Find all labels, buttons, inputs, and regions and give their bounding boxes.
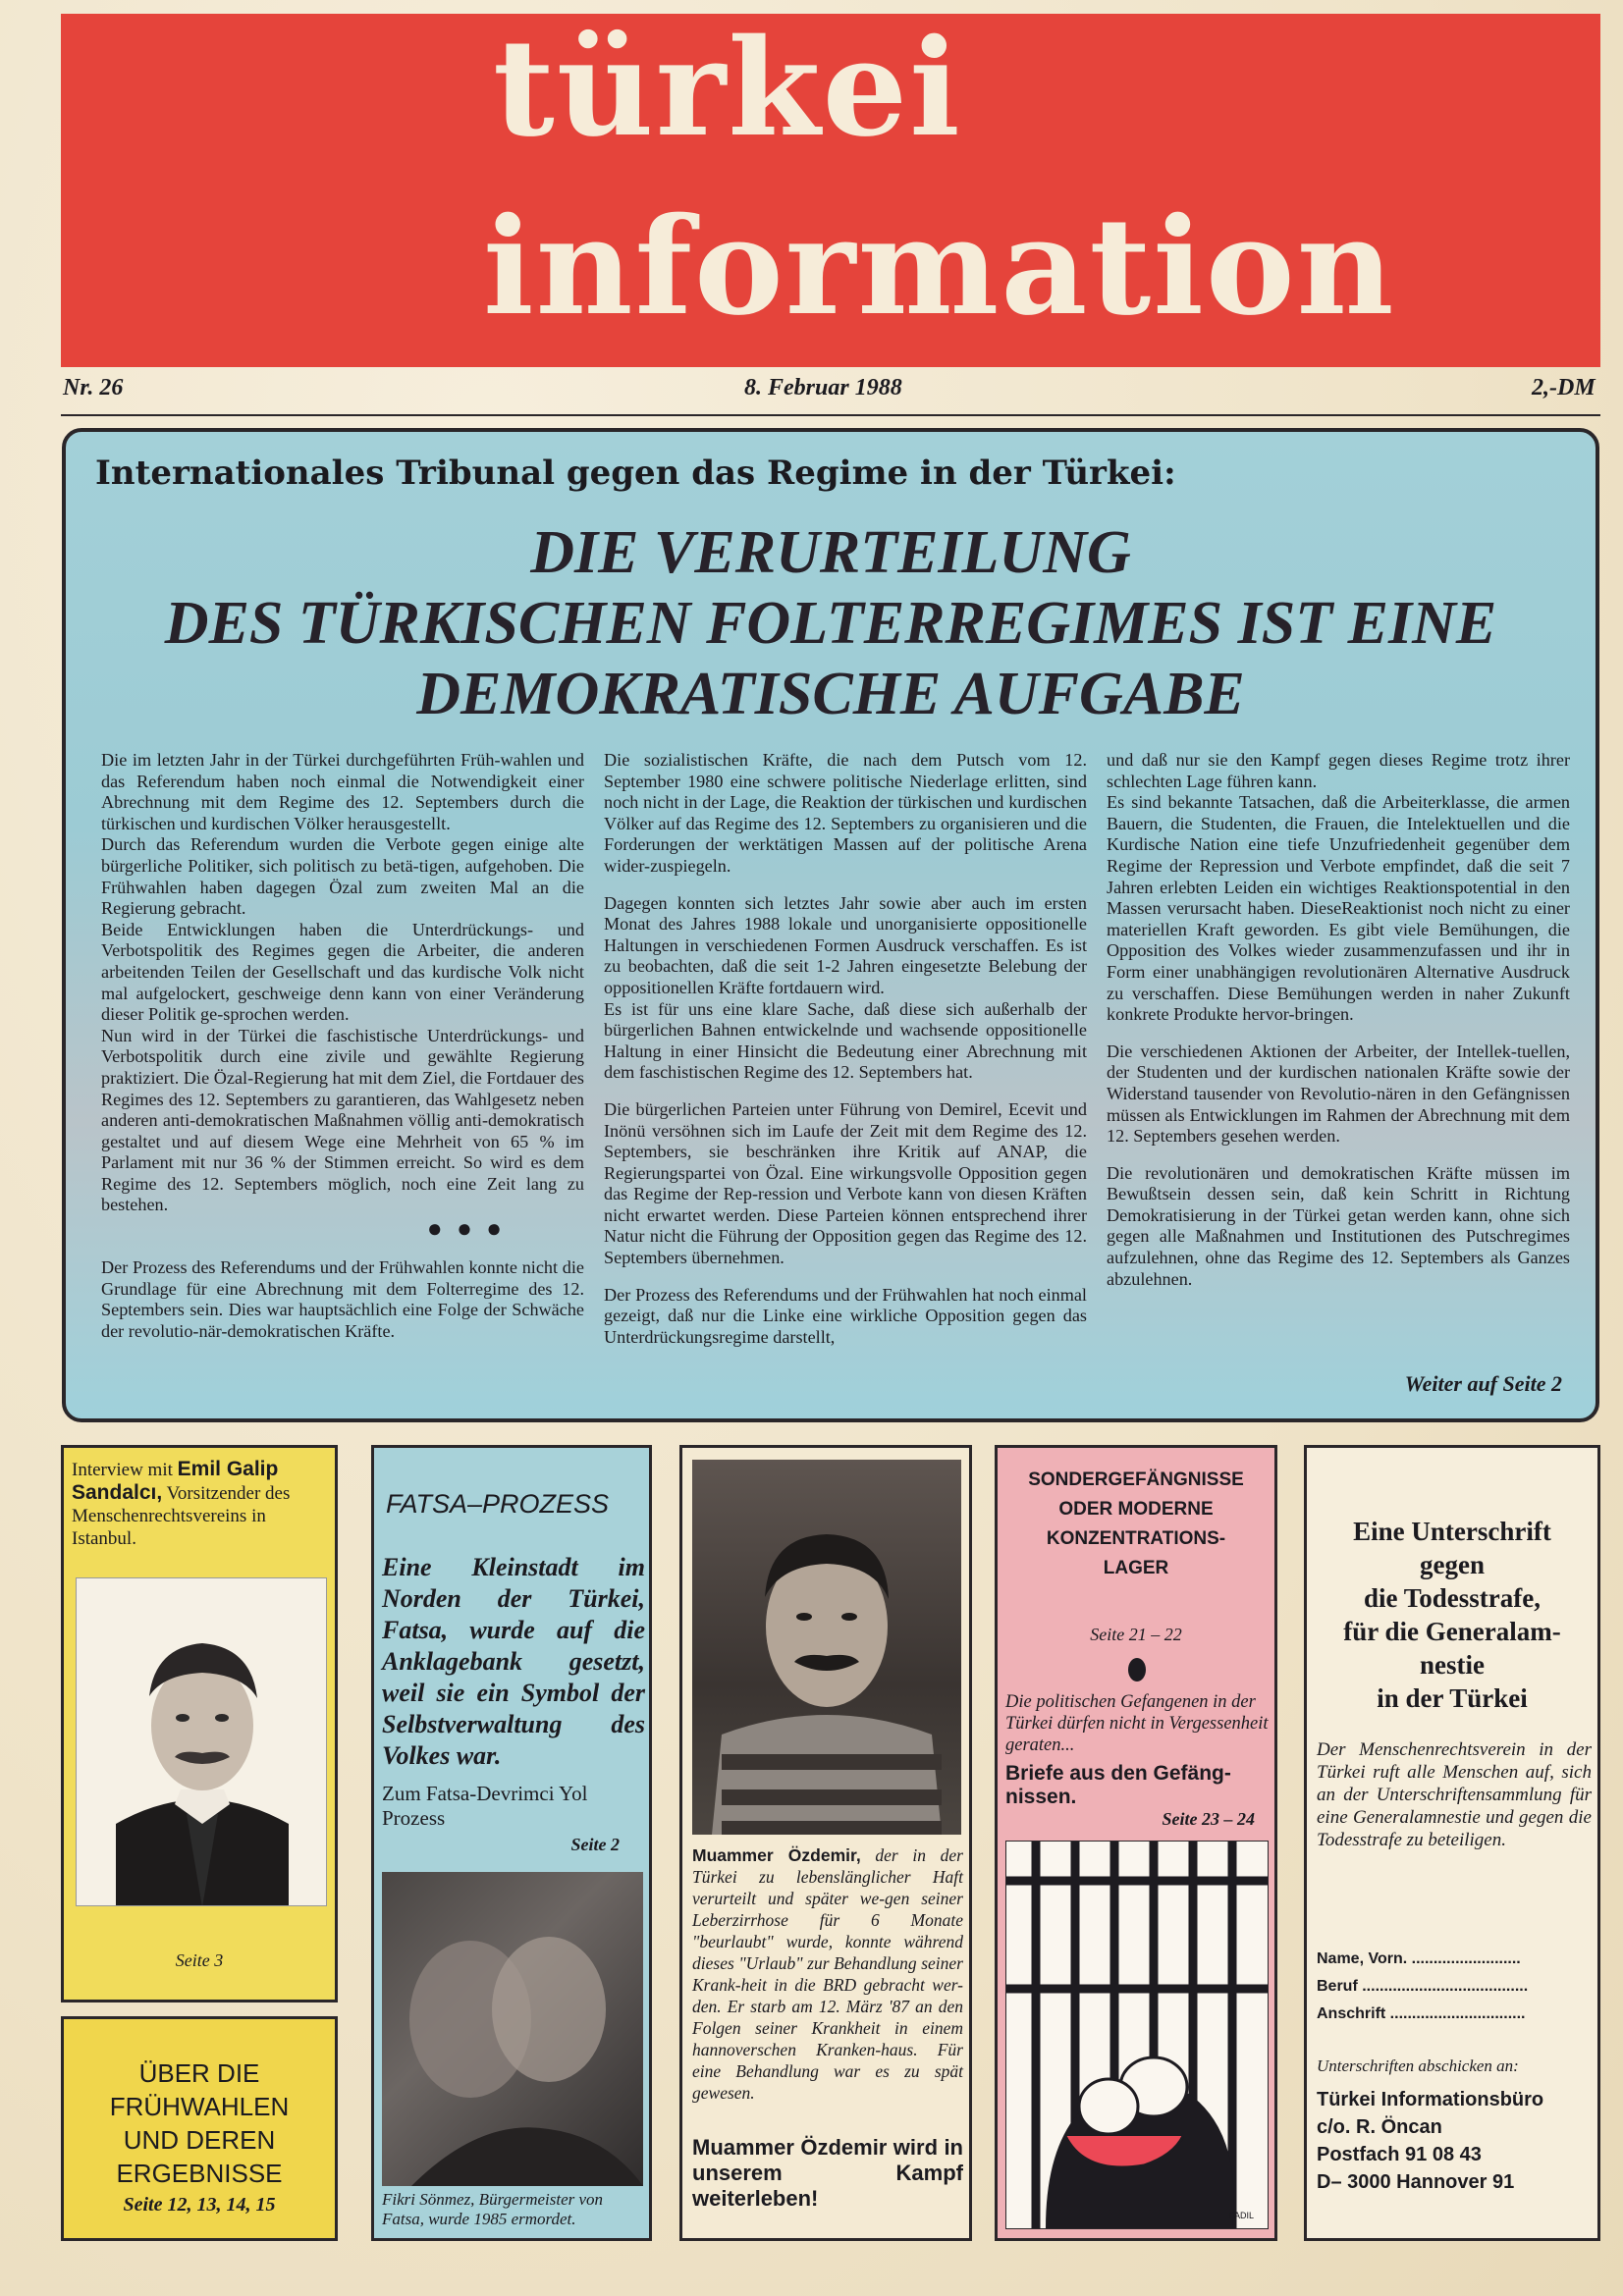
address-field[interactable]: Anschrift ............................... [1317, 2005, 1526, 2022]
paragraph: Der Prozess des Referendums und der Frühwahlen hat noch einmal gezeigt, daß nur die Linke eine wirkliche Opposition gegen das Unterdrückungsregime darstellt, [604, 1284, 1087, 1347]
fatsa-photo [382, 1872, 643, 2186]
signature-title-line: die Todesstrafe, [1363, 1583, 1541, 1613]
fatsa-title: FATSA–PROZESS [386, 1489, 610, 1519]
paragraph: Die sozialistischen Kräfte, die nach dem Putsch vom 12. September 1980 eine schwere politische Niederlage erlitten, sind noch nicht in der Lage, die Reaktion der türkischen und kurdischen Völker auf das Regime des 12. Septembers zu organisieren und die Forderungen der werktätigen Massen auf der politische Arena wider-zuspiegeln. [604, 750, 1087, 876]
interview-role: Vorsitzender des Menschenrechtsvereins in Istanbul. [72, 1483, 291, 1549]
fatsa-lead: Eine Kleinstadt im Norden der Türkei, Fatsa, wurde auf die Anklagebank gesetzt, weil sie ein Symbol der Selbstverwaltung des Volkes war. [382, 1553, 645, 1770]
article-column-1 [101, 750, 584, 1342]
paragraph: Es sind bekannte Tatsachen, daß die Arbeiterklasse, die armen Bauern, die Studenten, die Frauen, die Intelektuellen und die Kurdische Nation eine tiefe Unzufriedenheit gegenüber dem Regime der Repression und Verbote empfindet, daß die seit 7 Jahren erlebten Leiden ein wichtiges Reaktionspotential in den Massen verursacht haben. DieseReaktionist noch nicht zu einer materiellen Kraft geworden. Es gibt viele Bemühungen, die Opposition des Volkes wieder zusammenzufassen und ihr in Form einer unabhängigen revolutionären Alternative Ausdruck zu verschaffen. Diese Bemühungen werden in naher Zukunft konkrete Produkte hervor-bringen. [1107, 792, 1570, 1025]
interview-intro [72, 1458, 331, 1550]
election-title-line: ERGEBNISSE [116, 2159, 283, 2188]
paragraph: Nun wird in der Türkei die faschistische Unterdrückungs- und Verbotspolitik durch eine zivile und gewählte Regierung praktiziert. Die Özal-Regierung hat mit dem Ziel, die Fortdauer des Regimes des 12. Septembers zu garantieren, das Wahlgesetz neben anderen anti-demokratischen Maßnahmen völlig anti-demokratisch gestaltet und auf diesem Wege eine Mehrheit von 65 % im Parlament mit nur 36 % der Stimmen erreicht. So wird es dem Regime des 12. Septembers möglich, noch eine Zeit lang zu bestehen. [101, 1025, 584, 1215]
lead-article [62, 428, 1599, 1422]
prison-text: Die politischen Gefangenen in der Türkei dürfen nicht in Vergessenheit geraten... [1005, 1692, 1269, 1755]
fatsa-teaser[interactable] [371, 1445, 652, 2241]
fatsa-subtitle: Zum Fatsa-Devrimci Yol Prozess [382, 1782, 588, 1830]
headline-line3: DEMOKRATISCHE AUFGABE [416, 661, 1245, 727]
issue-price: 2,-DM [1532, 375, 1596, 400]
paragraph: Die im letzten Jahr in der Türkei durchgeführten Früh-wahlen und das Referendum haben noch einmal die Notwendigkeit einer Abrechnung mit dem Regime des 12. Septembers durch die türkischen und kurdischen Völker herausgestellt. [101, 750, 584, 833]
fatsa-photo-illustration [382, 1872, 643, 2186]
photo-caption: Fikri Sönmez, Bürgermeister von Fatsa, wurde 1985 ermordet. [382, 2190, 604, 2228]
address-line: Postfach 91 08 43 [1317, 2144, 1482, 2165]
masthead-title-line2: information [483, 188, 1396, 346]
page-reference: Seite 21 – 22 [1090, 1625, 1182, 1644]
ozdemir-text [692, 1844, 963, 2104]
election-title-line: FRÜHWAHLEN [109, 2092, 290, 2121]
page-reference: Seite 23 – 24 [1162, 1809, 1255, 1829]
signature-title-line: Eine Unterschrift [1353, 1517, 1551, 1546]
issue-number: Nr. 26 [63, 375, 124, 400]
prison-letters-title: Briefe aus den Gefäng-nissen. [1005, 1762, 1231, 1808]
election-title [64, 2056, 335, 2190]
address-line: Türkei Informationsbüro [1317, 2089, 1544, 2110]
election-teaser[interactable] [61, 2016, 338, 2241]
address-line: c/o. R. Öncan [1317, 2116, 1442, 2138]
ozdemir-name: Muammer Özdemir, [692, 1845, 861, 1865]
bullet-icon [1128, 1658, 1146, 1682]
signature-title-line: in der Türkei [1377, 1683, 1528, 1713]
paragraph: Es ist für uns eine klare Sache, daß diese sich außerhalb der bürgerlichen Bahnen entwickelnde und wachsende oppositionelle Haltung in einer Hinsicht die Bedeutung einer Abrechnung mit dem faschistischen Regime des 12. Septembers hat. [604, 998, 1087, 1083]
issue-date: 8. Februar 1988 [744, 375, 902, 400]
election-title-line: ÜBER DIE [138, 2058, 260, 2088]
interview-prefix: Interview mit [72, 1460, 173, 1480]
address-line: D– 3000 Hannover 91 [1317, 2171, 1515, 2193]
signature-title-line: für die Generalam- [1343, 1617, 1561, 1646]
ozdemir-photo-illustration [692, 1460, 961, 1835]
paragraph: Der Prozess des Referendums und der Frühwahlen konnte nicht die Grundlage für eine Abrechnung mit dem Folterregime des 12. Septembers sein. Dies war hauptsächlich eine Folge der Schwäche der revolutio-när-demokratischen Kräfte. [101, 1257, 584, 1341]
paragraph: Beide Entwicklungen haben die Unterdrückungs- und Verbotspolitik des Regimes gegen die Arbeiter, die anderen arbeitenden Teilen der Gesellschaft und das kurdische Volk nicht mal aufgelockert, geschweige denn kann von einer Veränderung dieser Politik ge-sprochen werden. [101, 919, 584, 1025]
masthead-title-line1: türkei [493, 14, 962, 167]
continued-link[interactable]: Weiter auf Seite 2 [1404, 1371, 1562, 1396]
prison-title-line: KONZENTRATIONS- [1046, 1528, 1226, 1549]
paragraph: Die verschiedenen Aktionen der Arbeiter, der Intellek-tuellen, der Studenten und der kurdischen nationalen Kräfte sowie der Widerstand tausender von Revolutio-nären in den Gefängnissen müssen als Entwicklungen im Rahmen der Abrechnung mit dem 12. Septembers gesehen werden. [1107, 1041, 1570, 1147]
header-rule [61, 414, 1600, 416]
article-kicker: Internationales Tribunal gegen das Regime in der Türkei: [95, 454, 1176, 493]
portrait-illustration [77, 1578, 327, 1906]
portrait-photo [76, 1577, 327, 1906]
signature-campaign [1304, 1445, 1600, 2241]
prison-title-line: ODER MODERNE [1058, 1499, 1214, 1520]
headline-line1: DIE VERURTEILUNG [530, 519, 1131, 586]
ozdemir-slogan: Muammer Özdemir wird in unserem Kampf weiterleben! [692, 2135, 963, 2211]
postal-address [1317, 2086, 1592, 2196]
interview-name: Emil Galip Sandalcı, [72, 1458, 279, 1504]
ozdemir-body: der in der Türkei zu lebenslänglicher Haft verurteilt und später we-gen seiner Leberzirrhose für 6 Monate "beurlaubt" wurde, konnte während dieses "Urlaub" zur Behandlung seiner Krank-heit in die BRD gebracht wer-den. Er starb am 12. März '87 an den Folgen seiner Krankheit in einem hannoverschen Kranken-haus. Für eine Behandlung war es zu spät gewesen. [692, 1845, 963, 2103]
page-reference: Seite 12, 13, 14, 15 [123, 2194, 276, 2216]
ozdemir-photo [692, 1460, 961, 1835]
ozdemir-teaser[interactable] [679, 1445, 972, 2241]
prison-title [998, 1466, 1274, 1583]
signature-title [1307, 1515, 1597, 1715]
page-reference: Seite 3 [175, 1950, 224, 1970]
paragraph: Die bürgerlichen Parteien unter Führung von Demirel, Ecevit und Inönü versöhnen sich im Laufe der Zeit mit dem Regime des 12. Septembers, sie beschränken ihre Kritik auf ANAP, die Regierungspartei von Özal. Eine wirkungsvolle Opposition gegen das Regime der Rep-ression und Verbote kann von diesen Kräften nicht erwartet werden. Diese Parteien können entsprechend ihrer Natur nicht die Führung der Opposition gegen das Regime des 12. Septembers übernehmen. [604, 1098, 1087, 1268]
masthead [61, 14, 1600, 367]
interview-teaser[interactable] [61, 1445, 338, 2002]
signature-title-line: nestie [1420, 1650, 1485, 1680]
name-field[interactable]: Name, Vorn. ......................... [1317, 1950, 1521, 1967]
paragraph: Die revolutionären und demokratischen Kräfte müssen im Bewußtsein dessen sein, daß kein Schritt in Richtung Demokratisierung in der Türkei getan werden kann, ohne sich gegen alle Maßnahmen und Institutionen des Putschregimes aufzulehnen, ohne das Regime des 12. Septembers als Ganzes abzulehnen. [1107, 1162, 1570, 1289]
prison-bars-illustration [1006, 1842, 1268, 2228]
paragraph: Dagegen konnten sich letztes Jahr sowie aber auch im ersten Monat des Jahres 1988 lokale und unorganisierte oppositionelle Haltungen in verschiedenen Formen Ausdruck verschaffen. Es ist zu beobachten, daß die seit 1-2 Jahren eingesetzte Belebung der oppositionellen Kräfte fortdauern wird. [604, 892, 1087, 997]
artist-signature: FADIL [1228, 2211, 1254, 2220]
page-reference: Seite 2 [570, 1835, 620, 1854]
prison-title-line: SONDERGEFÄNGNISSE [1028, 1469, 1244, 1490]
profession-field[interactable]: Beruf ...................................... [1317, 1978, 1529, 1995]
paragraph: und daß nur sie den Kampf gegen dieses Regime trotz ihrer schlechten Lage führen kann. [1107, 750, 1570, 791]
paragraph: Durch das Referendum wurden die Verbote gegen einige alte bürgerliche Politiker, sich politisch zu betä-tigen, aufgehoben. Die Frühwahlen haben dagegen Özal zum zweiten Mal an die Regierung gebracht. [101, 834, 584, 919]
separator-dots: ● ● ● [426, 1214, 506, 1244]
prison-drawing [1005, 1841, 1269, 2229]
signature-body: Der Menschenrechtsverein in der Türkei ruft alle Menschen auf, sich an der Unterschriftensammlung für eine Generalamnestie und gegen die Todesstrafe zu beteiligen. [1317, 1739, 1592, 1850]
send-instruction: Unterschriften abschicken an: [1317, 2056, 1519, 2075]
article-column-3 [1107, 750, 1570, 1290]
prison-teaser[interactable] [995, 1445, 1277, 2241]
article-column-2 [604, 750, 1087, 1348]
signature-title-line: gegen [1420, 1550, 1485, 1579]
election-title-line: UND DEREN [123, 2125, 276, 2155]
headline-line2: DES TÜRKISCHEN FOLTERREGIMES IST EINE [164, 590, 1497, 657]
prison-title-line: LAGER [1103, 1558, 1169, 1578]
